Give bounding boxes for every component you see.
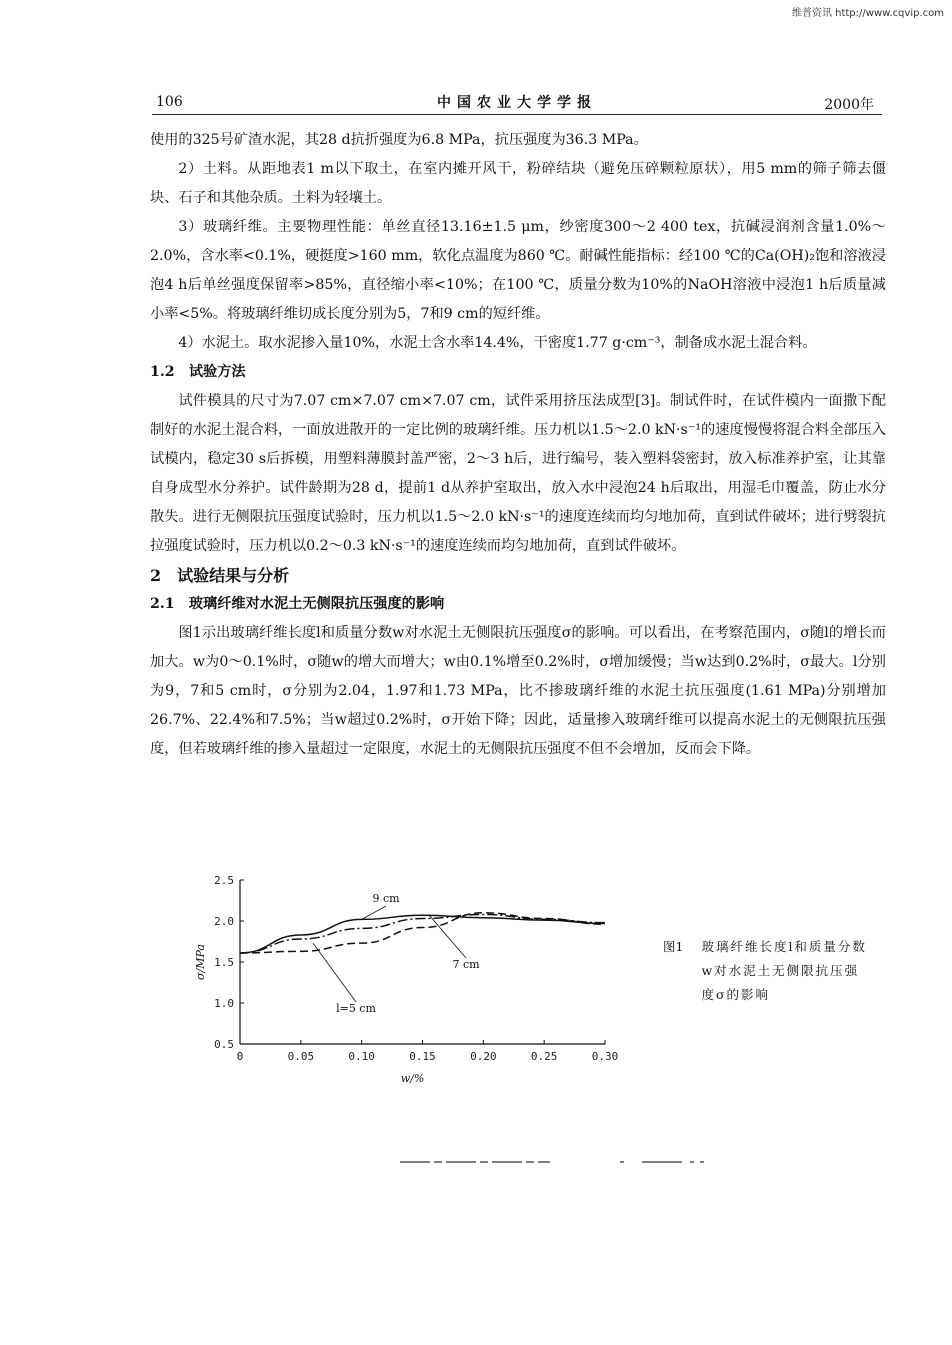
chart-svg bbox=[190, 868, 630, 1088]
x-axis-label: w/% bbox=[400, 1072, 425, 1085]
section-heading: 2 试验结果与分析 bbox=[150, 566, 290, 585]
series-leader-line bbox=[313, 943, 356, 1002]
article-body bbox=[150, 126, 886, 764]
y-tick-label: 2.0 bbox=[214, 915, 234, 928]
y-tick-label: 1.5 bbox=[214, 956, 234, 969]
x-tick-label: 0.10 bbox=[348, 1050, 375, 1063]
paragraph: 试件模具的尺寸为7.07 cm×7.07 cm×7.07 cm，试件采用挤压法成型[3]。制试件时，在试件模内一面撒下配制好的水泥土混合料，一面放进散开的一定比例的玻璃纤维。压力机以1.5～2.0 kN·s⁻¹的速度慢慢将混合料全部压入试模内，稳定30 s后拆模，用塑料薄膜封盖严密，2～3 h后，进行编号，装入塑料袋密封，放入标准养护室，让其靠自身成型水分养护。试件龄期为28 d，提前1 d从养护室取出，放入水中浸泡24 h后取出，用湿毛巾覆盖，防止水分散失。进行无侧限抗压强度试验时，压力机以1.5～2.0 kN·s⁻¹的速度连续而均匀地加荷，直到试件破坏；进行劈裂抗拉强度试验时，压力机以0.2～0.3 kN·s⁻¹的速度连续而均匀地加荷，直到试件破坏。 bbox=[150, 393, 886, 554]
running-header bbox=[152, 92, 882, 115]
series-label: 7 cm bbox=[452, 958, 480, 971]
watermark: 维普资讯 http://www.cqvip.com bbox=[791, 8, 944, 19]
series-label: 9 cm bbox=[372, 892, 400, 905]
series-leader-line bbox=[362, 906, 386, 919]
subsection-heading: 2.1 玻璃纤维对水泥土无侧限抗压强度的影响 bbox=[150, 596, 445, 612]
x-tick-label: 0.15 bbox=[409, 1050, 436, 1063]
figure-1-chart bbox=[190, 868, 630, 1088]
paragraph: 使用的325号矿渣水泥，其28 d抗折强度为6.8 MPa，抗压强度为36.3 MPa。 bbox=[150, 132, 648, 148]
y-tick-label: 2.5 bbox=[214, 874, 234, 887]
figure-caption bbox=[663, 935, 893, 1007]
series-leader-line bbox=[429, 914, 466, 958]
page-number: 106 bbox=[156, 94, 183, 110]
x-tick-label: 0.30 bbox=[591, 1050, 619, 1063]
journal-year: 2000年 bbox=[824, 97, 874, 113]
y-tick-label: 1.0 bbox=[214, 997, 234, 1010]
x-tick-label: 0.05 bbox=[287, 1050, 315, 1063]
paragraph: 2）土料。从距地表1 m以下取土，在室内摊开风干，粉碎结块（避免压碎颗粒原状），用5 mm的筛子筛去僵块、石子和其他杂质。土料为轻壤土。 bbox=[150, 161, 886, 206]
y-tick-label: 0.5 bbox=[214, 1038, 234, 1051]
footer-rule bbox=[400, 1160, 720, 1164]
paragraph: 图1示出玻璃纤维长度l和质量分数w对水泥土无侧限抗压强度σ的影响。可以看出，在考察范围内，σ随l的增长而加大。w为0～0.1%时，σ随w的增大而增大；w由0.1%增至0.2%时，σ增加缓慢；当w达到0.2%时，σ最大。l分别为9，7和5 cm时，σ分别为2.04，1.97和1.73 MPa，比不掺玻璃纤维的水泥土抗压强度(1.61 MPa)分别增加26.7%、22.4%和7.5%；当w超过0.2%时，σ开始下降；因此，适量掺入玻璃纤维可以提高水泥土的无侧限抗压强度，但若玻璃纤维的掺入量超过一定限度，水泥土的无侧限抗压强度不但不会增加，反而会下降。 bbox=[150, 625, 886, 757]
series-line bbox=[240, 915, 605, 953]
figure-caption-text: 玻璃纤维长度l和质量分数w对水泥土无侧限抗压强度σ的影响 bbox=[701, 939, 867, 1002]
x-tick-label: 0.20 bbox=[470, 1050, 497, 1063]
section-heading: 1.2 试验方法 bbox=[150, 364, 246, 380]
series-label: l=5 cm bbox=[336, 1002, 376, 1015]
journal-title: 中国农业大学学报 bbox=[437, 95, 597, 111]
paragraph: 4）水泥土。取水泥掺入量10%，水泥土含水率14.4%，干密度1.77 g·cm⁻³，制备成水泥土混合料。 bbox=[178, 335, 817, 351]
x-tick-label: 0 bbox=[236, 1050, 244, 1063]
x-tick-label: 0.25 bbox=[530, 1050, 558, 1063]
paragraph: 3）玻璃纤维。主要物理性能：单丝直径13.16±1.5 μm，纱密度300～2 400 tex，抗碱浸润剂含量1.0%～2.0%，含水率<0.1%，硬挺度>160 mm，软化点温度为860 ℃。耐碱性能指标：经100 ℃的Ca(OH)₂饱和溶液浸泡4 h后单丝强度保留率>85%，直径缩小率<10%；在100 ℃，质量分数为10%的NaOH溶液中浸泡1 h后质量减小率<5%。将玻璃纤维切成长度分别为5，7和9 cm的短纤维。 bbox=[150, 219, 886, 322]
figure-number: 图1 bbox=[663, 939, 684, 954]
y-axis-label: σ/MPa bbox=[194, 944, 207, 980]
